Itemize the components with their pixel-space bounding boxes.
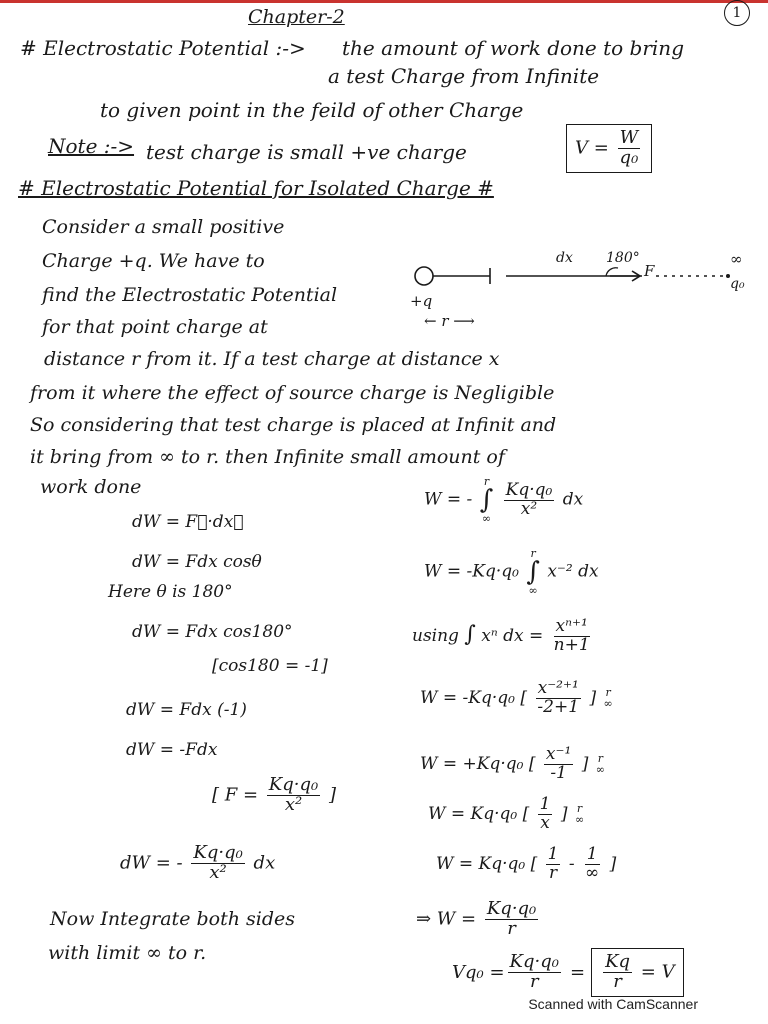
w5-lhs: W = Kq·q₀ [ bbox=[428, 803, 530, 824]
definition-line-3: to given point in the feild of other Charge bbox=[100, 98, 524, 122]
formula-numerator: W bbox=[619, 127, 639, 148]
w6-numerator-2: 1 bbox=[586, 844, 598, 864]
v-fraction bbox=[508, 953, 561, 992]
diagram-r-label: ← r ⟶ bbox=[424, 312, 475, 330]
page-number-text: 1 bbox=[732, 5, 742, 21]
section-heading: # Electrostatic Potential for Isolated Charge # bbox=[18, 176, 494, 200]
integral-sign-icon: ∫ bbox=[464, 621, 476, 647]
step-dw-minus-one: dW = Fdx (-1) bbox=[126, 700, 247, 720]
w4-limits bbox=[596, 753, 605, 775]
w1-upper: r bbox=[483, 475, 490, 488]
w5-lower: ∞ bbox=[574, 813, 585, 827]
force-formula-lhs: [ F = bbox=[212, 784, 259, 806]
paragraph-line-1: distance r from it. If a test charge at distance x bbox=[44, 348, 500, 370]
w6-rhs: ] bbox=[609, 853, 617, 874]
w2-rhs: x⁻² dx bbox=[547, 561, 599, 582]
diagram-dx-label: dx bbox=[556, 250, 573, 266]
w7-denominator: r bbox=[507, 917, 516, 939]
dw-final-denominator: x² bbox=[209, 861, 227, 883]
page-number bbox=[724, 0, 750, 26]
w6-denominator-1: r bbox=[549, 862, 558, 883]
w1-numerator: Kq·q₀ bbox=[505, 479, 553, 500]
w4-fraction bbox=[544, 746, 573, 783]
force-formula-close: ] bbox=[328, 784, 336, 806]
w3-lower: ∞ bbox=[603, 697, 613, 711]
integral-sign-icon: ∫ bbox=[479, 485, 494, 515]
w6-lhs: W = Kq·q₀ [ bbox=[436, 853, 538, 874]
w4-upper: r bbox=[597, 752, 603, 766]
w6-fraction-2 bbox=[583, 846, 601, 883]
formula-denominator: q₀ bbox=[619, 146, 639, 168]
work-step-5 bbox=[428, 796, 586, 833]
w2-upper: r bbox=[530, 547, 536, 560]
v-box-denominator: r bbox=[613, 970, 622, 992]
paragraph-line-3: So considering that test charge is placed at Infinit and bbox=[30, 414, 557, 436]
work-step-6 bbox=[436, 846, 616, 883]
w2-lower: ∞ bbox=[528, 584, 538, 597]
intro-line-1: Consider a small positive bbox=[42, 216, 285, 238]
v-denominator: r bbox=[529, 970, 539, 992]
w1-limits bbox=[480, 476, 494, 524]
w5-denominator: x bbox=[540, 812, 550, 833]
step-dw-vector: dW = F⃗·dx⃗ bbox=[132, 512, 244, 532]
work-integral-1 bbox=[424, 476, 583, 524]
w7-lhs: ⇒ W = bbox=[416, 908, 477, 930]
paragraph-line-2: from it where the effect of source charge is Negligible bbox=[30, 382, 555, 404]
force-numerator: Kq·q₀ bbox=[268, 774, 319, 795]
w6-fraction-1 bbox=[546, 846, 561, 883]
w4-denominator: -1 bbox=[550, 762, 567, 783]
v-box-fraction bbox=[603, 953, 632, 992]
potential-definition-formula bbox=[566, 124, 652, 173]
v-numerator: Kq·q₀ bbox=[509, 951, 559, 972]
formula-fraction bbox=[618, 129, 641, 168]
w5-rhs: ] bbox=[560, 803, 568, 824]
w2-limits bbox=[526, 548, 540, 596]
diagram-source-label: +q bbox=[410, 292, 433, 310]
v-box-rhs: = V bbox=[640, 961, 675, 983]
work-integral-2 bbox=[424, 548, 599, 596]
w1-fraction bbox=[504, 479, 555, 519]
v-lhs: Vq₀ = bbox=[452, 961, 505, 983]
work-step-3 bbox=[420, 680, 615, 717]
integrate-line-2: with limit ∞ to r. bbox=[48, 942, 207, 964]
v-box-numerator: Kq bbox=[605, 951, 631, 972]
step-dw-minus-f: dW = -Fdx bbox=[126, 740, 218, 760]
intro-line-3: find the Electrostatic Potential bbox=[42, 284, 338, 306]
chapter-title: Chapter-2 bbox=[248, 6, 345, 28]
integral-sign-icon: ∫ bbox=[526, 557, 540, 587]
paragraph-line-4: it bring from ∞ to r. then Infinite small amount of bbox=[30, 446, 505, 468]
w2-lhs: W = -Kq·q₀ bbox=[424, 561, 519, 582]
w3-upper: r bbox=[605, 686, 611, 700]
intro-line-2: Charge +q. We have to bbox=[42, 250, 265, 272]
using-numerator: xⁿ⁺¹ bbox=[555, 616, 588, 636]
w4-rhs: ] bbox=[581, 753, 589, 774]
dw-final-rhs: dx bbox=[253, 852, 276, 874]
step-dw-final bbox=[120, 844, 275, 883]
w5-limits bbox=[575, 803, 584, 825]
w1-denominator: x² bbox=[520, 498, 538, 519]
note-label: Note :-> bbox=[48, 134, 135, 158]
w5-fraction bbox=[538, 796, 553, 833]
w3-numerator: x⁻²⁺¹ bbox=[537, 678, 579, 698]
w4-lower: ∞ bbox=[595, 763, 605, 777]
definition-line-2: a test Charge from Infinite bbox=[328, 64, 600, 88]
integrate-line-1: Now Integrate both sides bbox=[50, 908, 295, 930]
definition-heading: # Electrostatic Potential :-> bbox=[20, 36, 306, 60]
force-fraction bbox=[267, 776, 320, 815]
w5-numerator: 1 bbox=[539, 794, 551, 814]
formula-lhs: V = bbox=[575, 137, 609, 159]
w3-denominator: -2+1 bbox=[537, 696, 580, 717]
diagram-force-label: F bbox=[644, 262, 655, 280]
step-cos-note: [cos180 = -1] bbox=[212, 656, 328, 676]
page-top-edge bbox=[0, 0, 768, 3]
diagram-angle-label: 180° bbox=[606, 250, 640, 266]
paragraph-line-5: work done bbox=[40, 476, 142, 498]
using-fraction bbox=[552, 618, 592, 655]
w7-fraction bbox=[485, 900, 538, 939]
v-equals: = bbox=[569, 961, 586, 983]
w6-minus: - bbox=[568, 853, 575, 874]
diagram-infinity-label: ∞ bbox=[730, 250, 743, 268]
w4-lhs: W = +Kq·q₀ [ bbox=[420, 753, 536, 774]
step-dw-cos: dW = Fdx cosθ bbox=[132, 552, 262, 572]
w3-lhs: W = -Kq·q₀ [ bbox=[420, 687, 527, 708]
w6-denominator-2: ∞ bbox=[585, 862, 600, 883]
diagram-test-charge-label: q₀ bbox=[730, 276, 745, 292]
work-result bbox=[416, 900, 541, 939]
w1-lhs: W = - bbox=[424, 489, 473, 510]
using-label: using bbox=[412, 625, 459, 646]
definition-line-1: the amount of work done to bring bbox=[342, 36, 684, 60]
w6-numerator-1: 1 bbox=[547, 844, 559, 864]
note-text: test charge is small +ve charge bbox=[146, 140, 467, 164]
dw-final-numerator: Kq·q₀ bbox=[193, 842, 243, 863]
w4-numerator: x⁻¹ bbox=[545, 744, 572, 764]
w3-rhs: ] bbox=[589, 687, 597, 708]
final-potential-box bbox=[591, 948, 684, 997]
coulomb-force-formula bbox=[212, 776, 336, 815]
w3-limits bbox=[603, 687, 612, 709]
force-denominator: x² bbox=[284, 793, 303, 815]
using-integrand: xⁿ dx = bbox=[481, 625, 544, 646]
power-rule bbox=[412, 618, 595, 655]
dw-final-fraction bbox=[191, 844, 244, 883]
w5-upper: r bbox=[576, 802, 583, 816]
using-denominator: n+1 bbox=[553, 634, 590, 655]
w7-numerator: Kq·q₀ bbox=[486, 898, 537, 919]
angle-arc bbox=[606, 268, 618, 276]
step-here-theta: Here θ is 180° bbox=[108, 582, 233, 602]
w1-lower: ∞ bbox=[481, 512, 492, 525]
potential-result bbox=[452, 948, 684, 997]
w3-fraction bbox=[535, 680, 581, 717]
dw-final-lhs: dW = - bbox=[120, 852, 183, 874]
work-step-4 bbox=[420, 746, 607, 783]
scanner-watermark: Scanned with CamScanner bbox=[528, 996, 698, 1012]
w1-rhs: dx bbox=[562, 489, 584, 510]
source-charge-circle bbox=[415, 267, 433, 285]
step-dw-cos180: dW = Fdx cos180° bbox=[132, 622, 293, 642]
intro-line-4: for that point charge at bbox=[42, 316, 268, 338]
